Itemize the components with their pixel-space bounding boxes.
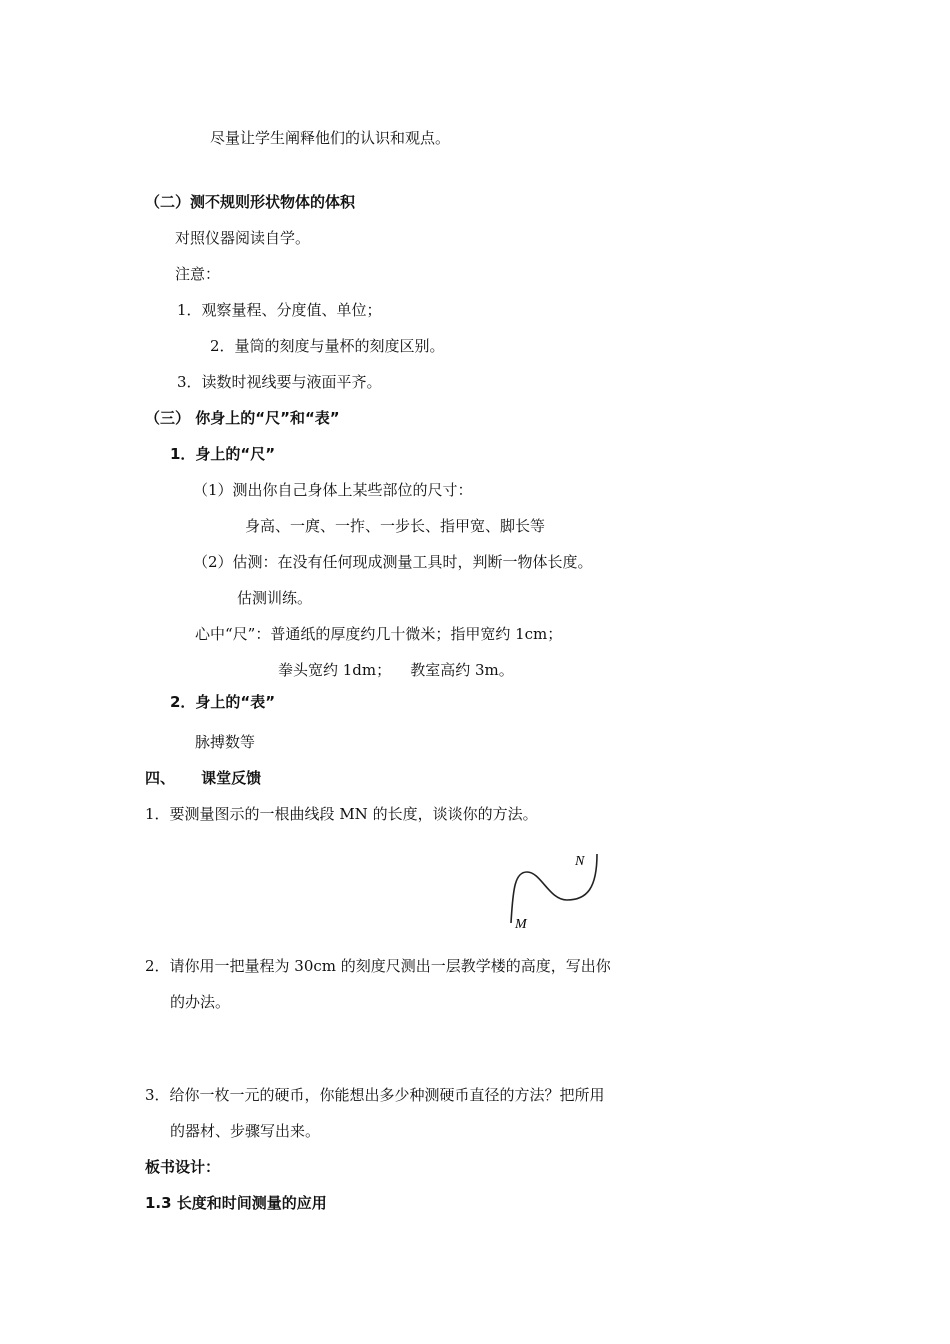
text-line: 身高、一庹、一拃、一步长、指甲宽、脚长等: [245, 517, 546, 535]
section-heading: （三） 你身上的“尺”和“表”: [145, 409, 340, 427]
text-line: 拳头宽约 1dm； 教室高约 3m。: [278, 661, 514, 679]
question-text: 3．给你一枚一元的硬币，你能想出多少种测硬币直径的方法？把所用: [145, 1086, 605, 1104]
question-text: 的器材、步骤写出来。: [170, 1122, 321, 1140]
board-title: 1.3 长度和时间测量的应用: [145, 1194, 327, 1212]
list-item: 2．量筒的刻度与量杯的刻度区别。: [210, 337, 445, 355]
list-item: 3．读数时视线要与液面平齐。: [177, 373, 382, 391]
question-text: 1．要测量图示的一根曲线段 MN 的长度，谈谈你的方法。: [145, 805, 538, 823]
text-line: 尽量让学生阐释他们的认识和观点。: [210, 129, 451, 147]
question-text: 的办法。: [170, 993, 231, 1011]
section-heading: 板书设计：: [145, 1158, 221, 1176]
text-line: 对照仪器阅读自学。: [175, 229, 311, 247]
curve-mn-figure: [505, 848, 607, 933]
label-n: N: [575, 854, 585, 869]
text-line: 注意：: [175, 265, 221, 283]
text-line: （1）测出你自己身体上某些部位的尺寸：: [193, 481, 473, 499]
list-item: 1．观察量程、分度值、单位；: [177, 301, 382, 319]
section-heading: （二）测不规则形状物体的体积: [145, 193, 356, 211]
section-heading: 四、 课堂反馈: [145, 769, 262, 787]
question-text: 2．请你用一把量程为 30cm 的刻度尺测出一层教学楼的高度，写出你: [145, 957, 611, 975]
text-line: 脉搏数等: [195, 733, 256, 751]
subsection-heading: 2．身上的“表”: [170, 693, 276, 711]
text-line: （2）估测：在没有任何现成测量工具时，判断一物体长度。: [193, 553, 593, 571]
text-line: 心中“尺”：普通纸的厚度约几十微米；指甲宽约 1cm；: [195, 625, 563, 643]
text-line: 估测训练。: [237, 589, 313, 607]
subsection-heading: 1．身上的“尺”: [170, 445, 276, 463]
label-m: M: [515, 917, 527, 932]
